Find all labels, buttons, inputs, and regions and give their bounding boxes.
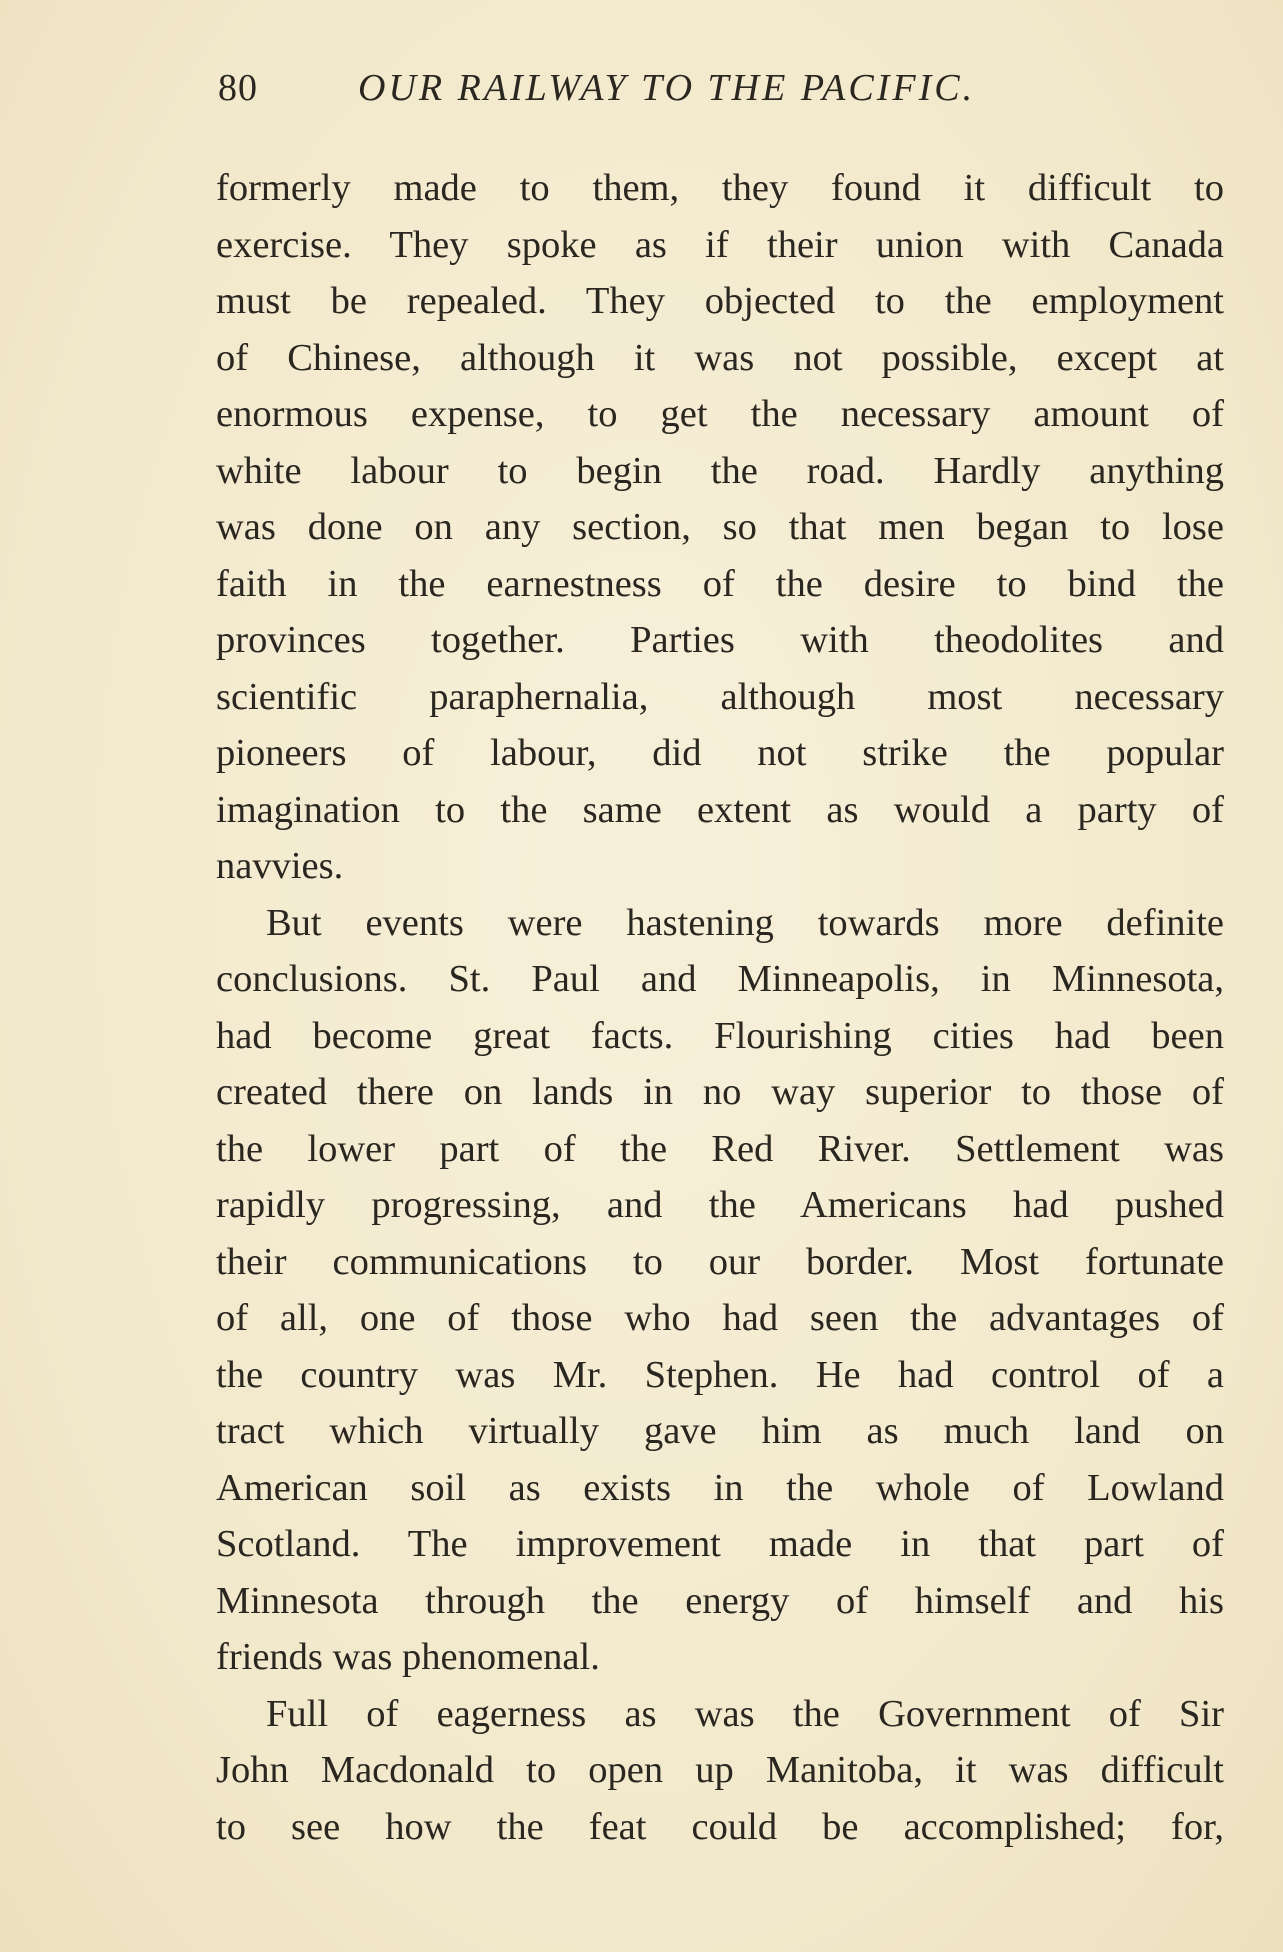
text-line: friends was phenomenal. (216, 1636, 600, 1678)
text-line: pioneers of labour, did not strike the popular (216, 732, 1224, 774)
text-line: of Chinese, although it was not possible, except at (216, 336, 1224, 379)
text-line: was done on any section, so that men began to lose (216, 506, 1224, 548)
text-line: Full of eagerness as was the Government of Sir (266, 1692, 1224, 1735)
text-line: imagination to the same extent as would a party of (216, 788, 1224, 831)
page-number: 80 (218, 67, 258, 109)
text-line: tract which virtually gave him as much land on (216, 1410, 1224, 1452)
text-line: navvies. (216, 845, 344, 887)
text-line: formerly made to them, they found it difficult to (216, 167, 1224, 209)
text-line: the lower part of the Red River. Settlement was (216, 1127, 1224, 1170)
text-line: conclusions. St. Paul and Minneapolis, in Minnesota, (216, 958, 1224, 1000)
text-line: Scotland. The improvement made in that part of (216, 1523, 1224, 1565)
text-line: had become great facts. Flourishing cities had been (216, 1014, 1224, 1057)
text-line: the country was Mr. Stephen. He had control of a (216, 1353, 1224, 1396)
text-line: white labour to begin the road. Hardly anything (216, 449, 1224, 492)
text-line: American soil as exists in the whole of Lowland (216, 1466, 1224, 1509)
text-line: rapidly progressing, and the Americans had pushed (216, 1184, 1224, 1226)
body-text (216, 160, 1224, 1855)
text-line: John Macdonald to open up Manitoba, it was difficult (216, 1749, 1224, 1791)
text-line: exercise. They spoke as if their union with Canada (216, 223, 1224, 266)
text-line: their communications to our border. Most fortunate (216, 1240, 1224, 1283)
text-line: scientific paraphernalia, although most necessary (216, 675, 1224, 718)
running-head (218, 66, 1118, 126)
text-line: Minnesota through the energy of himself and his (216, 1579, 1224, 1622)
text-line: created there on lands in no way superior to those of (216, 1071, 1224, 1113)
text-line: But events were hastening towards more definite (266, 901, 1224, 944)
text-line: faith in the earnestness of the desire to bind the (216, 562, 1224, 605)
text-line: provinces together. Parties with theodolites and (216, 619, 1224, 661)
running-title: OUR RAILWAY TO THE PACIFIC. (358, 67, 976, 109)
text-line: to see how the feat could be accomplished; for, (216, 1805, 1224, 1848)
text-line: must be repealed. They objected to the employment (216, 280, 1224, 322)
text-line: of all, one of those who had seen the advantages of (216, 1297, 1224, 1339)
text-line: enormous expense, to get the necessary amount of (216, 393, 1224, 435)
